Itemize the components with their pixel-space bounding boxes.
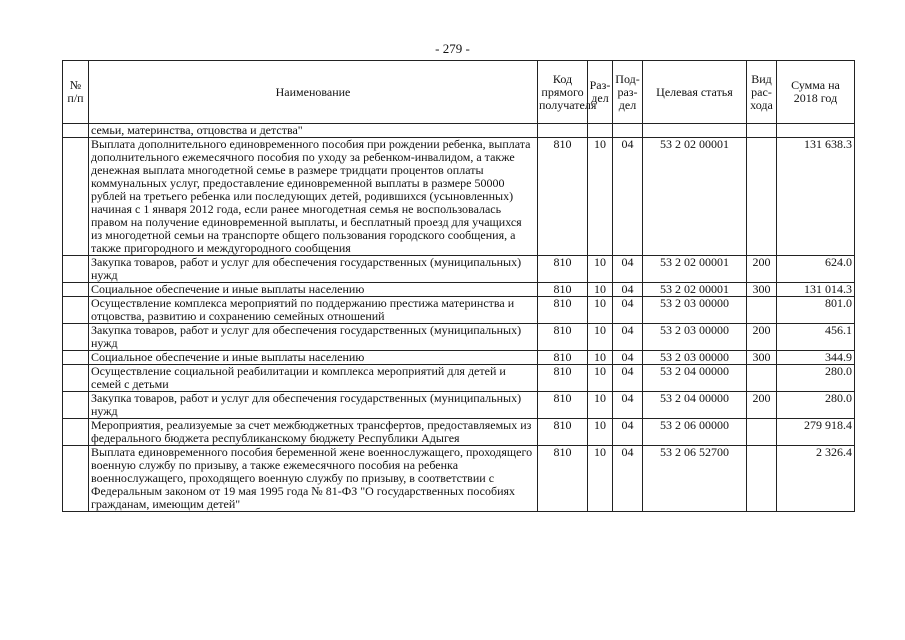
row-section-cell: 10 <box>588 446 613 512</box>
row-section-cell: 10 <box>588 138 613 256</box>
row-subsection-cell: 04 <box>613 138 643 256</box>
row-amount-cell: 131 014.3 <box>777 283 855 297</box>
row-expense-cell: 200 <box>747 392 777 419</box>
row-article-cell: 53 2 04 00000 <box>643 365 747 392</box>
row-article-cell: 53 2 02 00001 <box>643 283 747 297</box>
row-amount-cell: 456.1 <box>777 324 855 351</box>
row-expense-cell <box>747 124 777 138</box>
row-code-cell: 810 <box>538 446 588 512</box>
row-code-cell <box>538 124 588 138</box>
row-code-cell: 810 <box>538 138 588 256</box>
row-amount-cell: 131 638.3 <box>777 138 855 256</box>
row-section-cell <box>588 124 613 138</box>
row-code-cell: 810 <box>538 283 588 297</box>
row-expense-cell <box>747 297 777 324</box>
row-code-cell: 810 <box>538 351 588 365</box>
table-row <box>63 324 855 351</box>
row-section-cell: 10 <box>588 256 613 283</box>
row-article-cell: 53 2 04 00000 <box>643 392 747 419</box>
row-subsection-cell: 04 <box>613 392 643 419</box>
row-article-cell: 53 2 03 00000 <box>643 324 747 351</box>
row-name-cell: Закупка товаров, работ и услуг для обеспечения государственных (муниципальных) нужд <box>89 256 538 283</box>
header-expense-type: Вид рас-хода <box>747 61 777 124</box>
row-expense-cell: 300 <box>747 283 777 297</box>
row-article-cell: 53 2 06 00000 <box>643 419 747 446</box>
row-name-cell: Закупка товаров, работ и услуг для обеспечения государственных (муниципальных) нужд <box>89 392 538 419</box>
row-num-cell <box>63 124 89 138</box>
row-code-cell: 810 <box>538 419 588 446</box>
row-subsection-cell: 04 <box>613 365 643 392</box>
row-expense-cell: 200 <box>747 324 777 351</box>
row-num-cell <box>63 138 89 256</box>
row-code-cell: 810 <box>538 324 588 351</box>
row-article-cell: 53 2 02 00001 <box>643 138 747 256</box>
header-name: Наименование <box>89 61 538 124</box>
table-row <box>63 351 855 365</box>
header-recipient-code: Код прямого получателя <box>538 61 588 124</box>
row-subsection-cell: 04 <box>613 283 643 297</box>
row-code-cell: 810 <box>538 365 588 392</box>
table-row <box>63 256 855 283</box>
row-expense-cell <box>747 446 777 512</box>
table-row <box>63 138 855 256</box>
row-num-cell <box>63 392 89 419</box>
row-subsection-cell: 04 <box>613 419 643 446</box>
row-code-cell: 810 <box>538 256 588 283</box>
row-amount-cell: 344.9 <box>777 351 855 365</box>
row-num-cell <box>63 365 89 392</box>
row-section-cell: 10 <box>588 392 613 419</box>
row-section-cell: 10 <box>588 365 613 392</box>
table-header <box>63 61 855 124</box>
row-num-cell <box>63 351 89 365</box>
row-name-cell: Социальное обеспечение и иные выплаты населению <box>89 283 538 297</box>
row-num-cell <box>63 324 89 351</box>
table-row <box>63 297 855 324</box>
row-amount-cell <box>777 124 855 138</box>
header-subsection: Под-раз-дел <box>613 61 643 124</box>
header-section: Раз-дел <box>588 61 613 124</box>
table-row <box>63 283 855 297</box>
row-article-cell: 53 2 06 52700 <box>643 446 747 512</box>
row-subsection-cell: 04 <box>613 256 643 283</box>
row-expense-cell <box>747 138 777 256</box>
row-article-cell: 53 2 03 00000 <box>643 351 747 365</box>
row-article-cell <box>643 124 747 138</box>
row-name-cell: Осуществление комплекса мероприятий по поддержанию престижа материнства и отцовства, развитию и сохранению семейных отношений <box>89 297 538 324</box>
row-amount-cell: 279 918.4 <box>777 419 855 446</box>
row-section-cell: 10 <box>588 283 613 297</box>
row-expense-cell <box>747 419 777 446</box>
row-amount-cell: 280.0 <box>777 365 855 392</box>
row-num-cell <box>63 256 89 283</box>
row-name-cell: Выплата единовременного пособия беременной жене военнослужащего, проходящего военную службу по призыву, а также ежемесячного пособия на ребенка военнослужащего, проходящего военную службу по призыву, в соответствии с Федеральным законом от 19 мая 1995 года № 81-ФЗ "О государственных пособиях гражданам, имеющим детей" <box>89 446 538 512</box>
row-name-cell: Выплата дополнительного единовременного пособия при рождении ребенка, выплата дополнительного ежемесячного пособия по уходу за ребенком-инвалидом, а также денежная выплата многодетной семье в размере тридцати процентов оплаты коммунальных услуг, предоставление единовременной выплаты в размере 50000 рублей на третьего ребенка или последующих детей, родившихся (усыновленных) начиная с 1 января 2012 года, если ранее многодетная семья не воспользовалась правом на получение единовременной выплаты, и бесплатный проезд для учащихся из многодетной семьи на транспорте общего пользования городского сообщения, а также пригородного и междугородного сообщения <box>89 138 538 256</box>
row-amount-cell: 280.0 <box>777 392 855 419</box>
row-amount-cell: 2 326.4 <box>777 446 855 512</box>
row-section-cell: 10 <box>588 324 613 351</box>
row-subsection-cell <box>613 124 643 138</box>
row-section-cell: 10 <box>588 297 613 324</box>
table-row <box>63 446 855 512</box>
row-subsection-cell: 04 <box>613 446 643 512</box>
header-amount: Сумма на 2018 год <box>777 61 855 124</box>
table-row <box>63 392 855 419</box>
header-num: № п/п <box>63 61 89 124</box>
row-expense-cell: 300 <box>747 351 777 365</box>
row-subsection-cell: 04 <box>613 351 643 365</box>
row-subsection-cell: 04 <box>613 297 643 324</box>
row-code-cell: 810 <box>538 297 588 324</box>
row-name-cell: Осуществление социальной реабилитации и комплекса мероприятий для детей и семей с детьми <box>89 365 538 392</box>
row-name-cell: Социальное обеспечение и иные выплаты населению <box>89 351 538 365</box>
row-num-cell <box>63 283 89 297</box>
table-body <box>63 124 855 512</box>
row-num-cell <box>63 446 89 512</box>
row-expense-cell <box>747 365 777 392</box>
row-name-cell: Закупка товаров, работ и услуг для обеспечения государственных (муниципальных) нужд <box>89 324 538 351</box>
page-number: - 279 - <box>435 41 470 56</box>
row-section-cell: 10 <box>588 351 613 365</box>
table-row <box>63 419 855 446</box>
row-subsection-cell: 04 <box>613 324 643 351</box>
row-code-cell: 810 <box>538 392 588 419</box>
header-row <box>63 61 855 124</box>
row-num-cell <box>63 297 89 324</box>
continuation-row <box>63 124 855 138</box>
row-expense-cell: 200 <box>747 256 777 283</box>
row-section-cell: 10 <box>588 419 613 446</box>
budget-table <box>62 60 855 512</box>
row-article-cell: 53 2 02 00001 <box>643 256 747 283</box>
row-num-cell <box>63 419 89 446</box>
row-article-cell: 53 2 03 00000 <box>643 297 747 324</box>
table-row <box>63 365 855 392</box>
row-name-cell: Мероприятия, реализуемые за счет межбюджетных трансфертов, предоставляемых из федерального бюджета республиканскому бюджету Республики Адыгея <box>89 419 538 446</box>
header-target-article: Целевая статья <box>643 61 747 124</box>
row-amount-cell: 624.0 <box>777 256 855 283</box>
row-name-cell: семьи, материнства, отцовства и детства" <box>89 124 538 138</box>
row-amount-cell: 801.0 <box>777 297 855 324</box>
